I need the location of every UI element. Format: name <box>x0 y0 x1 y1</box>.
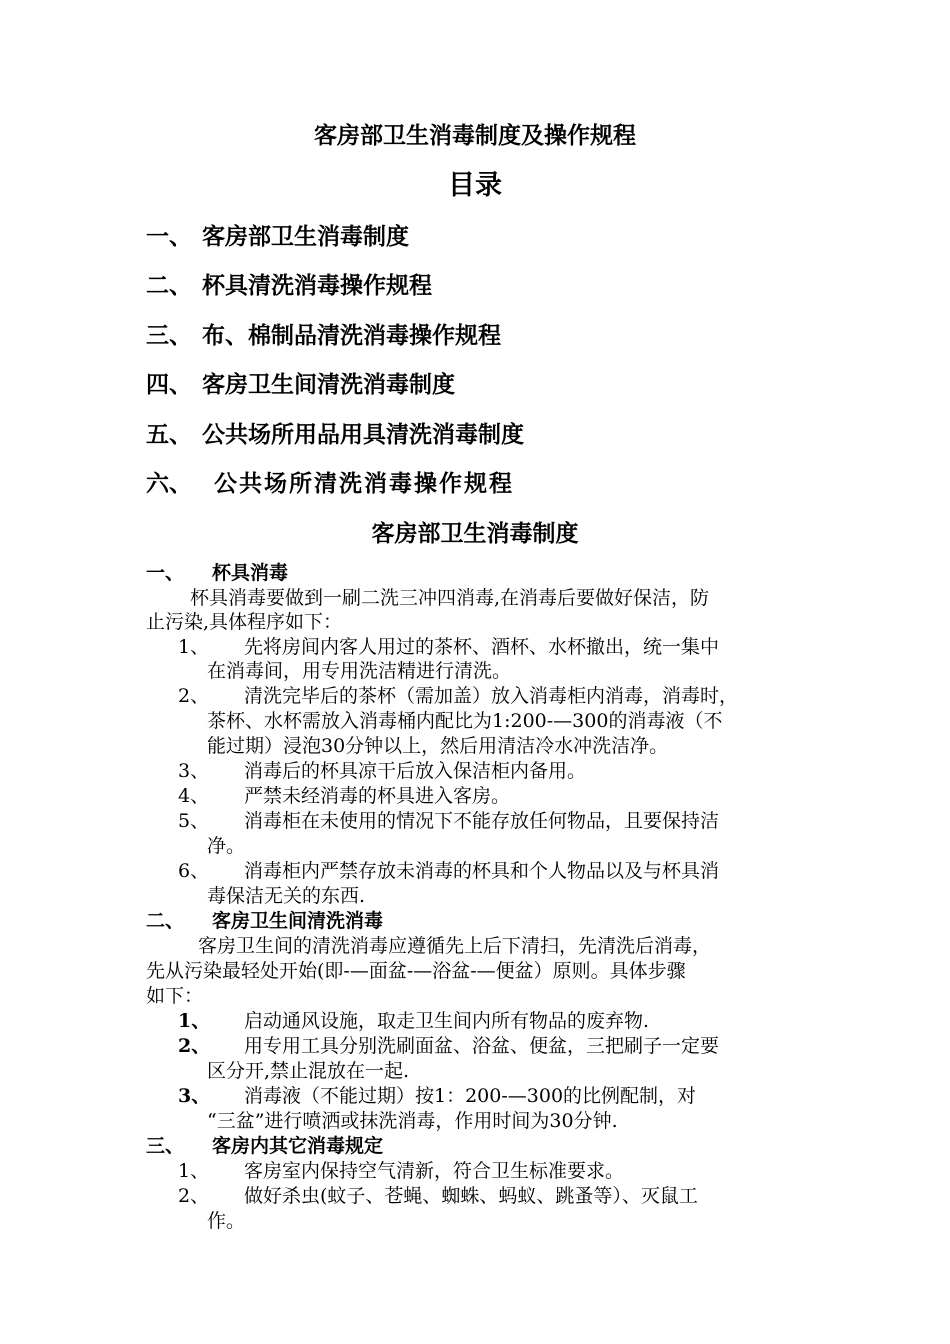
paragraph-line: 如下： <box>146 985 204 1007</box>
section-heading-text: 客房卫生间清洗消毒 <box>212 910 384 932</box>
section-heading-number: 三、 <box>146 1135 185 1157</box>
list-item-number: 2、 <box>178 1185 210 1207</box>
toc-item-text: 布、棉制品清洗消毒操作规程 <box>202 323 501 349</box>
list-item-line: 消毒柜内严禁存放未消毒的杯具和个人物品以及与杯具消 <box>244 860 720 882</box>
section-heading-number: 二、 <box>146 910 185 932</box>
list-item-line: 消毒液（不能过期）按1：200-—300的比例配制，对 <box>244 1085 697 1107</box>
paragraph-line: 止污染,具体程序如下： <box>146 611 343 633</box>
list-item-line: 消毒柜在未使用的情况下不能存放任何物品，且要保持洁 <box>244 810 720 832</box>
list-item-number: 4、 <box>178 785 210 807</box>
section-heading <box>146 1134 383 1158</box>
paragraph-line: 先从污染最轻处开始(即-—面盆-—浴盆-—便盆）原则。具体步骤 <box>146 960 686 982</box>
toc-item <box>146 271 432 301</box>
list-item-line: 先将房间内客人用过的茶杯、酒杯、水杯撤出，统一集中 <box>244 636 720 658</box>
section-heading-text: 杯具消毒 <box>212 562 289 584</box>
list-item-line: 茶杯、水杯需放入消毒桶内配比为1:200-—300的消毒液（不 <box>207 710 723 732</box>
list-item-line: 启动通风设施，取走卫生间内所有物品的废弃物. <box>244 1010 650 1032</box>
list-item-line: 作。 <box>207 1210 246 1232</box>
toc-item-number: 二、 <box>146 273 192 299</box>
section-title: 客房部卫生消毒制度 <box>371 521 579 547</box>
list-item-number: 3、 <box>178 1085 211 1107</box>
toc-item-number: 六、 <box>146 471 192 497</box>
list-item-line: 在消毒间，用专用洗洁精进行清洗。 <box>207 660 512 682</box>
section-heading-text: 客房内其它消毒规定 <box>212 1135 384 1157</box>
section-heading <box>146 909 383 933</box>
toc-item-text: 客房部卫生消毒制度 <box>202 224 409 250</box>
list-item-line: 能过期）浸泡30分钟以上，然后用清洁冷水冲洗洁净。 <box>207 735 669 757</box>
list-item-line: 做好杀虫(蚊子、苍蝇、蜘蛛、蚂蚁、跳蚤等）、灭鼠工 <box>244 1185 698 1207</box>
toc-item <box>146 370 455 400</box>
toc-title: 目录 <box>448 170 502 201</box>
toc-item <box>146 321 501 351</box>
toc-item-number: 四、 <box>146 372 192 398</box>
toc-item-text: 公共场所用品用具清洗消毒制度 <box>202 422 524 448</box>
toc-item <box>146 469 514 499</box>
toc-item <box>146 222 409 252</box>
list-item-number: 1、 <box>178 1010 211 1032</box>
toc-item-number: 一、 <box>146 224 192 250</box>
list-item-number: 6、 <box>178 860 210 882</box>
toc-item-text: 杯具清洗消毒操作规程 <box>202 273 432 299</box>
list-item-number: 2、 <box>178 685 210 707</box>
paragraph-line: 杯具消毒要做到一刷二洗三冲四消毒,在消毒后要做好保洁，防 <box>190 587 710 609</box>
toc-item-number: 三、 <box>146 323 192 349</box>
list-item-line: 消毒后的杯具凉干后放入保洁柜内备用。 <box>244 760 587 782</box>
toc-item-text: 客房卫生间清洗消毒制度 <box>202 372 455 398</box>
list-item-line: “三盆”进行喷洒或抹洗消毒，作用时间为30分钟. <box>207 1110 618 1132</box>
list-item-number: 1、 <box>178 1160 210 1182</box>
section-heading-number: 一、 <box>146 562 185 584</box>
list-item-line: 严禁未经消毒的杯具进入客房。 <box>244 785 511 807</box>
toc-item-text: 公共场所清洗消毒操作规程 <box>214 471 514 497</box>
document-title: 客房部卫生消毒制度及操作规程 <box>314 123 636 149</box>
section-heading <box>146 561 288 585</box>
list-item-line: 净。 <box>207 835 246 857</box>
paragraph-line: 客房卫生间的清洗消毒应遵循先上后下清扫，先清洗后消毒， <box>198 935 712 957</box>
list-item-line: 区分开,禁止混放在一起. <box>207 1060 410 1082</box>
list-item-number: 5、 <box>178 810 210 832</box>
list-item-number: 2、 <box>178 1035 211 1057</box>
list-item-line: 毒保洁无关的东西. <box>207 885 366 907</box>
list-item-line: 客房室内保持空气清新，符合卫生标准要求。 <box>244 1160 625 1182</box>
toc-item-number: 五、 <box>146 422 192 448</box>
list-item-number: 1、 <box>178 636 210 658</box>
list-item-number: 3、 <box>178 760 210 782</box>
list-item-line: 用专用工具分别洗刷面盆、浴盆、便盆，三把刷子一定要 <box>244 1035 720 1057</box>
toc-item <box>146 420 524 450</box>
list-item-line: 清洗完毕后的茶杯（需加盖）放入消毒柜内消毒，消毒时， <box>244 685 739 707</box>
